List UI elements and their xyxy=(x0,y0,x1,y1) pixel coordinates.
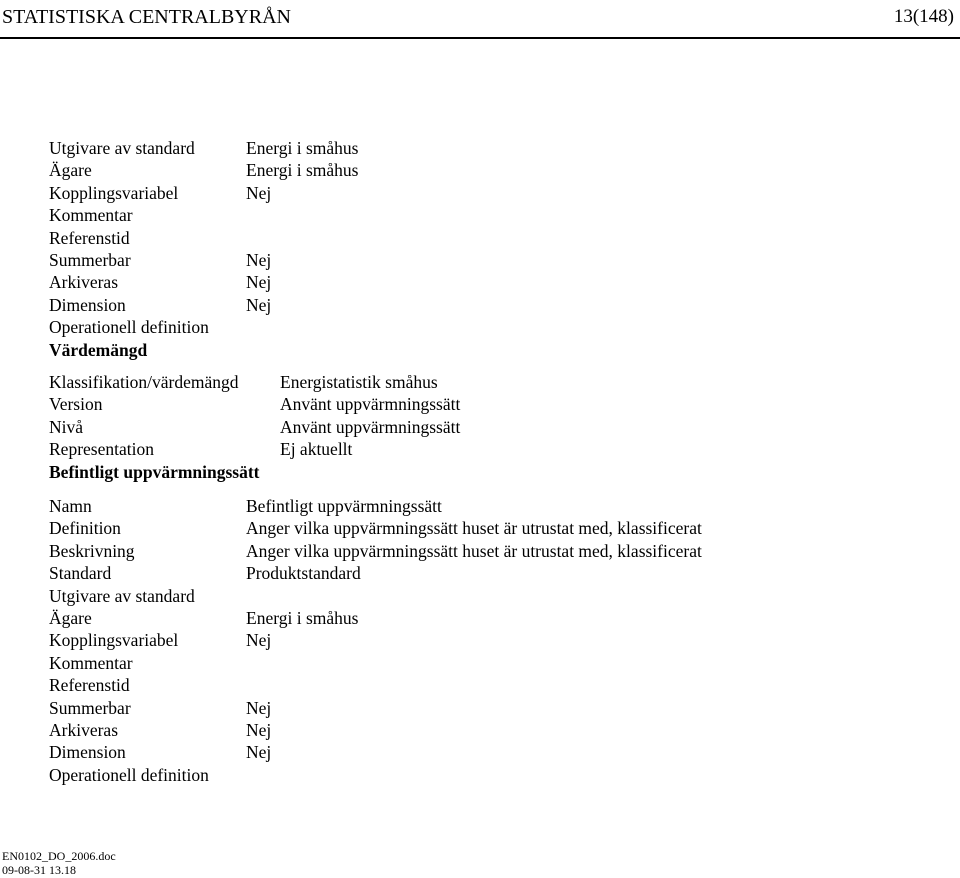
property-value: Använt uppvärmningssätt xyxy=(280,394,461,415)
property-label: Summerbar xyxy=(49,249,131,270)
property-value: Nej xyxy=(246,249,272,270)
property-label: Dimension xyxy=(49,742,126,763)
section-heading: Värdemängd xyxy=(49,339,148,360)
footer-filename: EN0102_DO_2006.doc xyxy=(2,849,116,863)
organization-name: STATISTISKA CENTRALBYRÅN xyxy=(2,6,291,28)
property-label: Nivå xyxy=(49,416,84,437)
property-value: Använt uppvärmningssätt xyxy=(280,416,461,437)
property-value: Anger vilka uppvärmningssätt huset är utrustat med, klassificerat xyxy=(246,518,702,539)
property-value: Energi i småhus xyxy=(246,160,359,181)
property-value: Nej xyxy=(246,630,272,651)
property-label: Klassifikation/värdemängd xyxy=(49,372,239,392)
property-label: Kommentar xyxy=(49,652,133,673)
property-label: Utgivare av standard xyxy=(49,138,195,158)
property-value: Ej aktuellt xyxy=(280,439,353,460)
property-label: Kommentar xyxy=(49,205,133,226)
header-rule xyxy=(0,37,960,39)
property-value: Nej xyxy=(246,294,272,315)
property-label: Representation xyxy=(49,439,154,460)
property-label: Operationell definition xyxy=(49,764,209,785)
property-label: Ägare xyxy=(49,607,92,628)
property-label: Referenstid xyxy=(49,675,130,696)
property-label: Definition xyxy=(49,518,121,539)
property-label: Standard xyxy=(49,563,112,584)
property-label: Ägare xyxy=(49,160,92,181)
property-value: Nej xyxy=(246,719,272,740)
property-label: Version xyxy=(49,394,103,415)
property-label: Summerbar xyxy=(49,697,131,718)
property-label: Referenstid xyxy=(49,227,130,248)
property-value: Nej xyxy=(246,272,272,293)
property-label: Beskrivning xyxy=(49,540,135,561)
property-label: Operationell definition xyxy=(49,317,209,338)
property-value: Nej xyxy=(246,697,272,718)
property-value: Nej xyxy=(246,742,272,763)
page-number: 13(148) xyxy=(893,6,954,27)
property-value: Anger vilka uppvärmningssätt huset är utrustat med, klassificerat xyxy=(246,540,702,561)
property-value: Energi i småhus xyxy=(246,607,359,628)
property-label: Utgivare av standard xyxy=(49,585,195,606)
property-label: Dimension xyxy=(49,294,126,315)
property-value: Befintligt uppvärmningssätt xyxy=(246,496,442,516)
property-label: Namn xyxy=(49,496,92,516)
footer-date: 09-08-31 13.18 xyxy=(2,863,76,877)
property-label: Kopplingsvariabel xyxy=(49,630,179,651)
property-label: Arkiveras xyxy=(49,272,119,293)
section-heading: Befintligt uppvärmningssätt xyxy=(49,461,260,482)
property-value: Energi i småhus xyxy=(246,138,359,158)
property-label: Kopplingsvariabel xyxy=(49,182,179,203)
property-label: Arkiveras xyxy=(49,719,119,740)
property-value: Nej xyxy=(246,182,272,203)
property-value: Energistatistik småhus xyxy=(280,372,438,392)
property-value: Produktstandard xyxy=(246,563,361,584)
